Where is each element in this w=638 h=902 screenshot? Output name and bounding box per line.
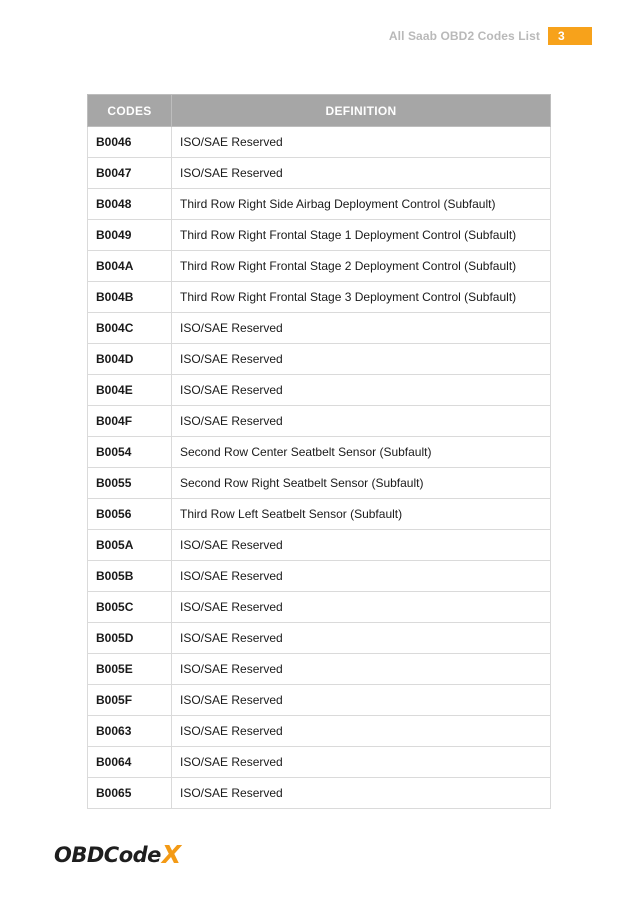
definition-cell: Third Row Right Side Airbag Deployment Control (Subfault) (172, 189, 551, 220)
obd-codes-table (87, 94, 551, 809)
definition-cell: ISO/SAE Reserved (172, 127, 551, 158)
code-cell: B0046 (88, 127, 172, 158)
page-header (389, 27, 592, 45)
definition-cell: ISO/SAE Reserved (172, 158, 551, 189)
column-header-codes: CODES (88, 95, 172, 127)
definition-cell: Third Row Right Frontal Stage 3 Deployment Control (Subfault) (172, 282, 551, 313)
table-row (88, 747, 551, 778)
table-row (88, 685, 551, 716)
table-row (88, 530, 551, 561)
table-row (88, 406, 551, 437)
code-cell: B0055 (88, 468, 172, 499)
table-header-row (88, 95, 551, 127)
table-row (88, 313, 551, 344)
table-row (88, 592, 551, 623)
definition-cell: Second Row Right Seatbelt Sensor (Subfault) (172, 468, 551, 499)
table-row (88, 716, 551, 747)
definition-cell: ISO/SAE Reserved (172, 406, 551, 437)
code-cell: B0047 (88, 158, 172, 189)
code-cell: B0049 (88, 220, 172, 251)
logo-wordmark: OBDCode (54, 843, 161, 867)
definition-cell: ISO/SAE Reserved (172, 530, 551, 561)
definition-cell: ISO/SAE Reserved (172, 623, 551, 654)
code-cell: B004E (88, 375, 172, 406)
code-cell: B004A (88, 251, 172, 282)
table-row (88, 437, 551, 468)
code-cell: B005C (88, 592, 172, 623)
code-cell: B005B (88, 561, 172, 592)
table-row (88, 561, 551, 592)
table-row (88, 468, 551, 499)
code-cell: B005A (88, 530, 172, 561)
table-row (88, 127, 551, 158)
code-cell: B005F (88, 685, 172, 716)
logo-x-mark: X (161, 840, 182, 869)
document-title: All Saab OBD2 Codes List (388, 29, 540, 43)
definition-cell: ISO/SAE Reserved (172, 747, 551, 778)
column-header-definition: DEFINITION (172, 95, 551, 127)
definition-cell: ISO/SAE Reserved (172, 778, 551, 809)
code-cell: B0048 (88, 189, 172, 220)
table-row (88, 499, 551, 530)
code-cell: B004D (88, 344, 172, 375)
page-number-badge: 3 (548, 27, 592, 45)
table-row (88, 623, 551, 654)
table-row (88, 251, 551, 282)
table-row (88, 282, 551, 313)
table-row (88, 189, 551, 220)
code-cell: B004C (88, 313, 172, 344)
code-cell: B0063 (88, 716, 172, 747)
code-cell: B004B (88, 282, 172, 313)
table-body (88, 127, 551, 809)
code-cell: B005E (88, 654, 172, 685)
definition-cell: ISO/SAE Reserved (172, 592, 551, 623)
code-cell: B0065 (88, 778, 172, 809)
table-row (88, 375, 551, 406)
definition-cell: Third Row Right Frontal Stage 1 Deployment Control (Subfault) (172, 220, 551, 251)
table-row (88, 220, 551, 251)
code-cell: B0054 (88, 437, 172, 468)
definition-cell: ISO/SAE Reserved (172, 716, 551, 747)
table-row (88, 654, 551, 685)
definition-cell: ISO/SAE Reserved (172, 313, 551, 344)
table-row (88, 344, 551, 375)
definition-cell: ISO/SAE Reserved (172, 375, 551, 406)
definition-cell: Third Row Right Frontal Stage 2 Deployment Control (Subfault) (172, 251, 551, 282)
definition-cell: ISO/SAE Reserved (172, 685, 551, 716)
definition-cell: ISO/SAE Reserved (172, 654, 551, 685)
obdcodex-logo (54, 842, 181, 867)
code-cell: B0064 (88, 747, 172, 778)
definition-cell: ISO/SAE Reserved (172, 344, 551, 375)
code-cell: B005D (88, 623, 172, 654)
definition-cell: Third Row Left Seatbelt Sensor (Subfault) (172, 499, 551, 530)
table-row (88, 778, 551, 809)
table-row (88, 158, 551, 189)
code-cell: B0056 (88, 499, 172, 530)
definition-cell: Second Row Center Seatbelt Sensor (Subfault) (172, 437, 551, 468)
definition-cell: ISO/SAE Reserved (172, 561, 551, 592)
code-cell: B004F (88, 406, 172, 437)
